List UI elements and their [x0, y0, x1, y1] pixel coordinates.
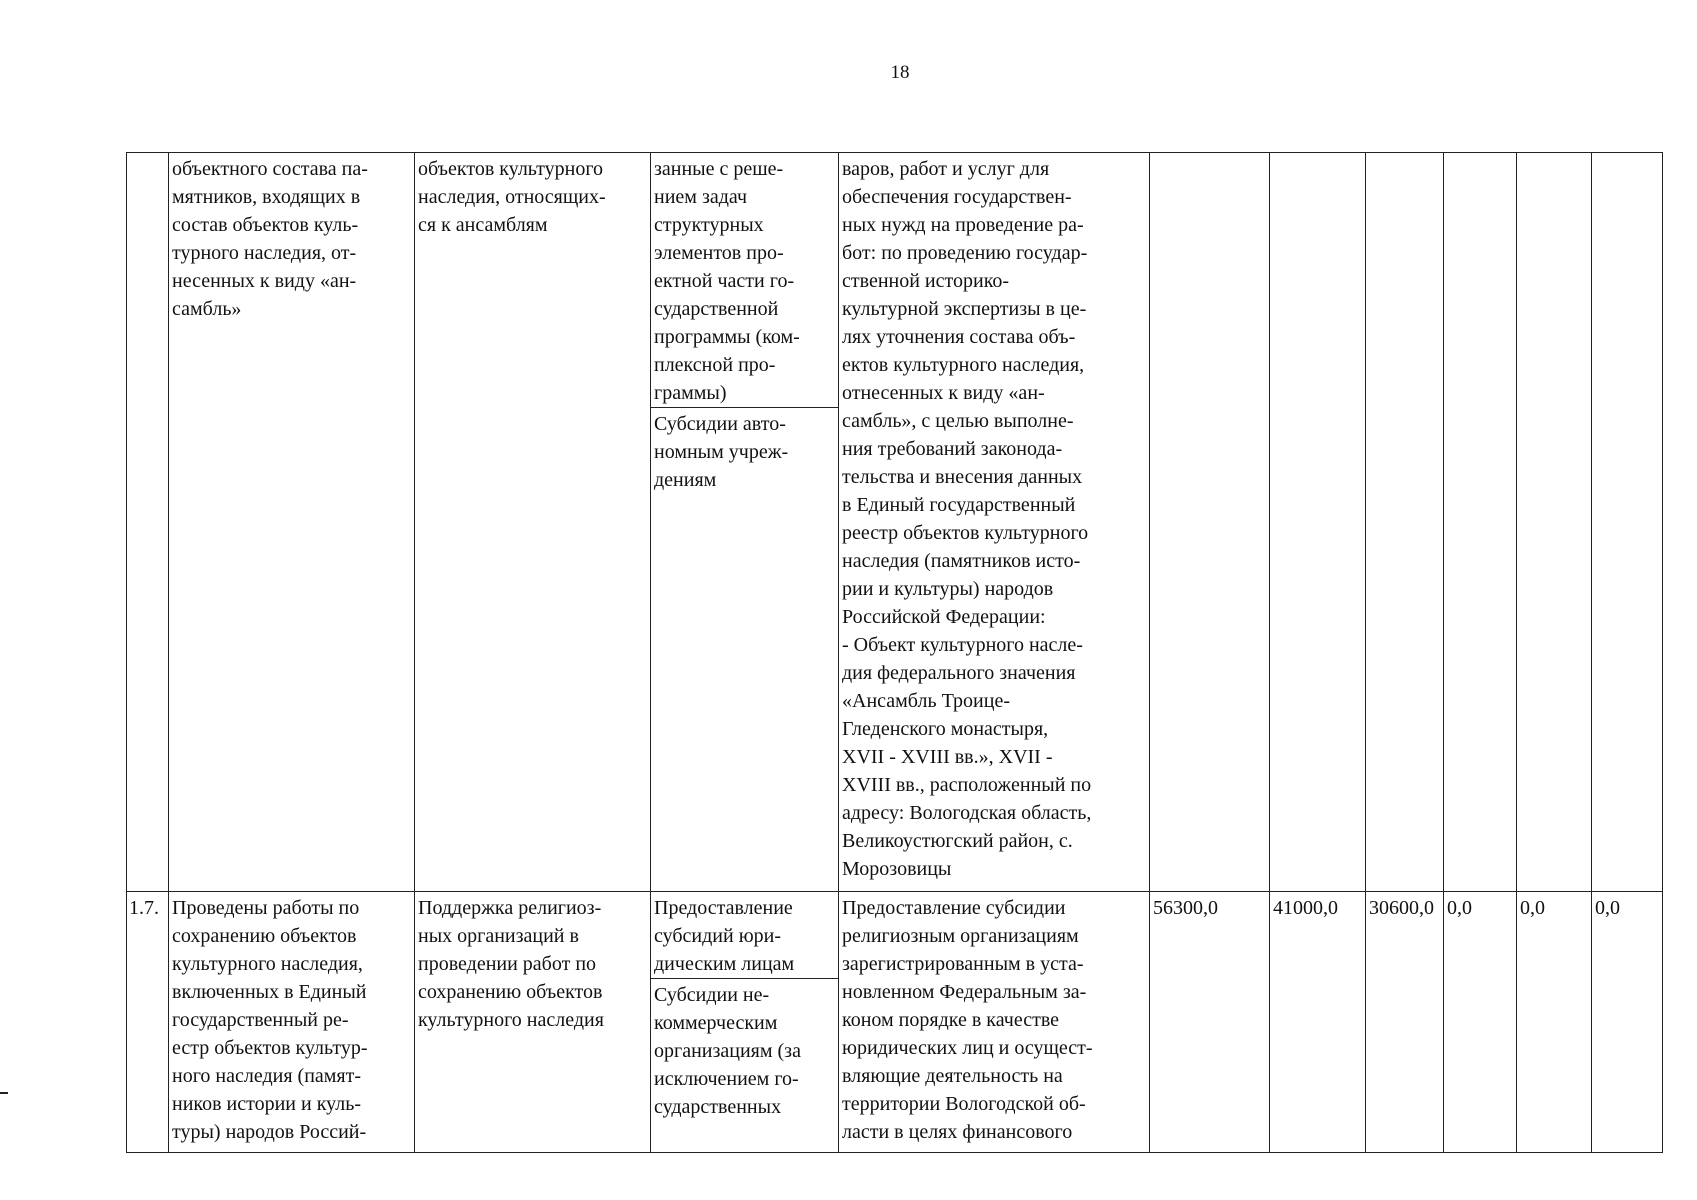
- value-cell: 41000,0: [1270, 892, 1366, 1153]
- value-cell: [1270, 153, 1366, 892]
- page-number: 18: [890, 62, 910, 83]
- row-number: [127, 153, 169, 892]
- value-cell: 30600,0: [1366, 892, 1444, 1153]
- expense-type-item: Субсидии не- коммерческим организациям (за исключением го- сударственных: [654, 984, 801, 1118]
- value-cell: [1592, 153, 1663, 892]
- table-row: [127, 892, 1663, 1153]
- expense-type-cell: [651, 153, 839, 892]
- value-cell: 56300,0: [1150, 892, 1270, 1153]
- value-cell: [1444, 153, 1517, 892]
- row-number: 1.7.: [127, 892, 169, 1153]
- table-row: [127, 153, 1663, 892]
- description-cell: варов, работ и услуг для обеспечения государствен- ных нужд на проведение ра- бот: по проведению государ- ственной историко- культурной экспертизы в це- лях уточнения состава объ- ектов культурного наследия, отнесенных к виду «ан- самбль», с целью выполне- ния требований законода- тельства и внесения данных в Единый государственный реестр объектов культурного наследия (памятников исто- рии и культуры) народов Российской Федерации: - Объект культурного насле- дия федерального значения «Ансамбль Троице- Гледенского монастыря, XVII - XVIII вв.», XVII - XVIII вв., расположенный по адресу: Вологодская область, Великоустюгский район, с. Морозовицы: [839, 153, 1150, 892]
- expense-type-item: занные с реше- нием задач структурных элементов про- ектной части го- сударственной программы (ком- плексной про- граммы): [651, 155, 838, 408]
- program-table: [126, 152, 1663, 1153]
- margin-mark: [0, 1092, 8, 1094]
- value-cell: [1150, 153, 1270, 892]
- value-cell: 0,0: [1517, 892, 1592, 1153]
- expense-type-item: Предоставление субсидий юри- дическим лицам: [651, 894, 838, 979]
- description-cell: Предоставление субсидии религиозным организациям зарегистрированным в уста- новленном Федеральным за- коном порядке в качестве юридических лиц и осущест- вляющие деятельность на территории Вологодской об- ласти в целях финансового: [839, 892, 1150, 1153]
- expense-type-item: Субсидии авто- номным учреж- дениям: [654, 413, 789, 491]
- value-cell: 0,0: [1592, 892, 1663, 1153]
- event-cell: Поддержка религиоз- ных организаций в проведении работ по сохранению объектов культурного наследия: [415, 892, 651, 1153]
- expense-type-cell: [651, 892, 839, 1153]
- event-cell: объектов культурного наследия, относящих- ся к ансамблям: [415, 153, 651, 892]
- value-cell: [1366, 153, 1444, 892]
- result-cell: объектного состава па- мятников, входящих в состав объектов куль- турного наследия, от- несенных к виду «ан- самбль»: [169, 153, 415, 892]
- result-cell: Проведены работы по сохранению объектов культурного наследия, включенных в Единый государственный ре- естр объектов культур- ного наследия (памят- ников истории и куль- туры) народов Россий-: [169, 892, 415, 1153]
- value-cell: [1517, 153, 1592, 892]
- value-cell: 0,0: [1444, 892, 1517, 1153]
